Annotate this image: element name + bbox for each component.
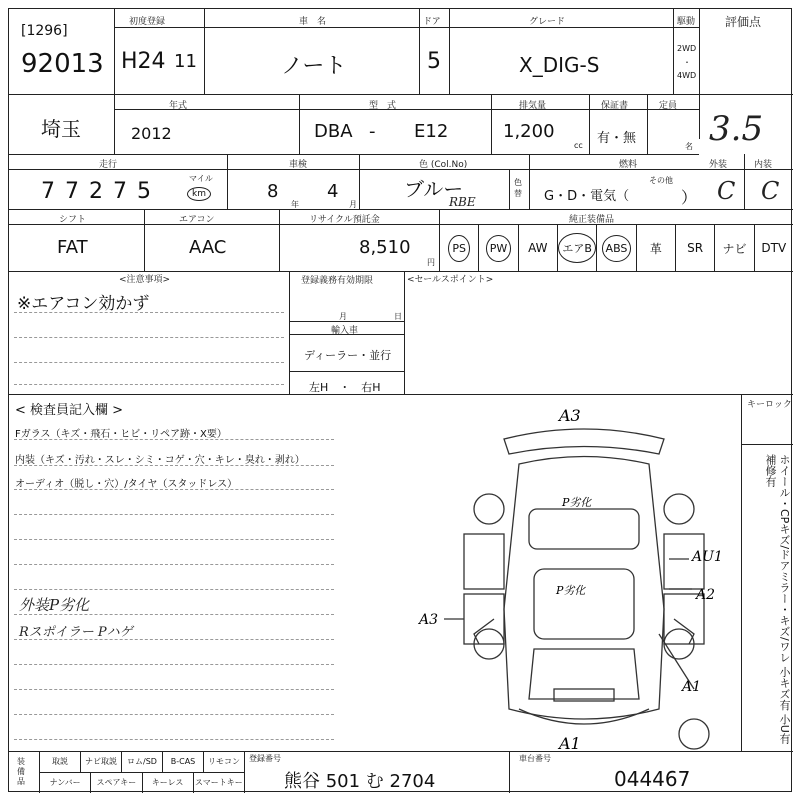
ac-label: エアコン: [179, 215, 215, 225]
equipment-label: 純正装備品: [569, 215, 615, 225]
equipment-item-label: 革: [649, 241, 662, 256]
equipment-row: [439, 225, 793, 271]
mileage-digit: 7: [113, 179, 137, 204]
inspection-label: 車検: [289, 160, 308, 170]
import-label: 輸入車: [331, 326, 359, 336]
mark-left: A3: [419, 612, 439, 628]
first-reg-label: 初度登録: [129, 17, 166, 27]
divider: [289, 371, 404, 372]
rule: [14, 514, 334, 515]
divider: [114, 9, 115, 94]
mark-front-right: A1: [682, 679, 702, 695]
footer-item: スペアキー: [90, 772, 141, 793]
right-rear-wheel: [664, 494, 694, 524]
rule: [14, 664, 334, 665]
equipment-item-label: PS: [448, 235, 470, 262]
score: 3.5: [709, 109, 764, 149]
chassis-label: 車台番号: [519, 754, 551, 763]
lot-bracket: [1296]: [21, 23, 68, 39]
footer-item: スマートキー: [193, 772, 244, 793]
fuel: G・D・電気（: [544, 189, 630, 204]
rule: [14, 739, 334, 740]
footer-items-row1: [39, 751, 244, 772]
hand-note-2: Rスポイラー Pハゲ: [19, 625, 133, 640]
divider: [244, 751, 245, 793]
region: 埼玉: [41, 117, 81, 141]
car-name-label: 車 名: [299, 17, 327, 27]
equipment-item: [557, 225, 596, 271]
displacement: 1,200: [503, 121, 555, 142]
mileage-unit-mile: マイル: [189, 174, 213, 183]
equipment-item: [675, 225, 714, 271]
shift-label: シフト: [59, 215, 87, 225]
equipment-item-label: エアB: [558, 233, 596, 263]
spare-wheel: [679, 719, 709, 749]
model-prefix: DBA: [314, 121, 353, 142]
equipment-item-label: SR: [687, 241, 704, 255]
roof-panel: [529, 509, 639, 549]
inspection-title: < 検査員記入欄 >: [15, 403, 124, 418]
mark-top: A3: [559, 406, 581, 425]
drive-4wd: 4WD: [677, 71, 697, 80]
fuel-other: その他: [649, 176, 673, 185]
rule: [14, 714, 334, 715]
side-note: ホイール・CPキズ/ドアミラー・キズ/ワレ 小キズ有 小U有 補修有: [764, 454, 791, 744]
plate-label: 登録番号: [249, 754, 281, 763]
model-dash: -: [369, 121, 376, 142]
equipment-item: [518, 225, 557, 271]
divider: [114, 27, 699, 28]
equipment-item-label: ナビ: [722, 241, 747, 256]
right-mirror: [674, 619, 694, 644]
divider: [9, 154, 699, 155]
rule: [14, 362, 284, 363]
model-year-label: 年式: [169, 101, 188, 111]
divider: [114, 94, 115, 154]
color: ブルー: [404, 177, 464, 201]
score-label: 評価点: [725, 15, 762, 29]
first-reg-era: H24: [121, 49, 166, 74]
hood-panel: [529, 649, 639, 699]
divider: [204, 9, 205, 94]
rule: [14, 539, 334, 540]
doors: 5: [427, 49, 441, 74]
inspection-month: 4: [327, 181, 339, 202]
auction-sheet: [8, 8, 792, 792]
inspection-line1: Fガラス（キズ・飛石・ヒビ・リペア跡・X要）: [15, 429, 227, 440]
divider: [9, 209, 793, 210]
equipment-item: [636, 225, 675, 271]
mileage-label: 走行: [99, 160, 118, 170]
equipment-item: [478, 225, 517, 271]
divider: [144, 209, 145, 271]
inspection-year-unit: 年: [291, 200, 299, 209]
equipment-item-label: AW: [528, 241, 548, 255]
equipment-item: [596, 225, 635, 271]
caution-label: <注意事項>: [119, 275, 171, 285]
door-label: ドア: [423, 17, 441, 27]
footer-item: B-CAS: [162, 751, 203, 772]
divider: [419, 9, 420, 94]
footer-item: ナンバー: [39, 772, 90, 793]
drive-label: 駆動: [677, 17, 696, 27]
mark-roof: P劣化: [562, 496, 592, 509]
rule: [14, 337, 284, 338]
rule: [14, 312, 284, 313]
footer-item: ナビ取説: [80, 751, 121, 772]
divider: [9, 394, 793, 395]
model-label: 型 式: [369, 101, 397, 111]
registration-label: 登録義務有効期限: [301, 276, 374, 286]
equipment-item: [439, 225, 478, 271]
divider: [299, 94, 300, 154]
divider: [744, 154, 745, 209]
divider: [509, 751, 510, 793]
registration-month: 月: [339, 312, 347, 321]
rule: [14, 489, 334, 490]
color-label: 色 (Col.No): [419, 160, 468, 170]
car-diagram: [419, 406, 734, 754]
exterior-label: 外装: [709, 160, 728, 170]
fuel-close: ）: [681, 188, 698, 207]
mileage-digit: 7: [65, 179, 89, 204]
divider: [359, 154, 360, 209]
mileage-digit: 7: [41, 179, 65, 204]
footer-item: ロム/SD: [121, 751, 162, 772]
recycle-label: リサイクル預託金: [309, 215, 380, 225]
rule: [14, 465, 334, 466]
rule: [14, 589, 334, 590]
import-dealer: ディーラー・並行: [304, 349, 392, 362]
first-reg-month: 11: [174, 51, 197, 72]
car-name: ノート: [281, 54, 347, 79]
footer-items-row2: [39, 772, 244, 793]
divider: [741, 394, 742, 751]
inspection-year: 8: [267, 181, 279, 202]
chassis: 044467: [614, 767, 691, 791]
equipment-item: [754, 225, 793, 271]
mark-body: P劣化: [556, 584, 586, 597]
divider: [529, 154, 530, 209]
cabin-panel: [534, 569, 634, 639]
inspection-line3: オーディオ（脱し・穴）/タイヤ（スタッドレス）: [15, 479, 238, 490]
recycle: 8,510: [359, 237, 411, 258]
mark-right-door: AU1: [692, 549, 723, 565]
exterior: C: [717, 177, 736, 205]
hand-note-1: 外装P劣化: [19, 596, 90, 614]
color-code: RBE: [449, 195, 476, 209]
mileage-digit: 2: [89, 179, 113, 204]
equipment-item: [714, 225, 753, 271]
mileage-value: [41, 179, 161, 204]
footer-item: リモコン: [203, 751, 244, 772]
divider: [741, 444, 793, 445]
keyless-label: キーロック: [747, 400, 792, 410]
left-mirror: [474, 619, 494, 644]
mark-bottom: A1: [559, 734, 581, 753]
inspection-month-unit: 月: [349, 200, 357, 209]
left-rear-wheel: [474, 494, 504, 524]
rule: [14, 439, 334, 440]
caution-text: ※エアコン効かず: [17, 294, 150, 314]
interior: C: [761, 177, 780, 205]
left-front-door: [464, 594, 504, 644]
equipment-item-label: ABS: [602, 235, 632, 262]
drive-2wd: 2WD: [677, 44, 697, 53]
color-change-label: 色替: [514, 178, 522, 198]
divider: [227, 154, 228, 209]
displacement-unit: cc: [574, 141, 583, 150]
grade-label: グレード: [529, 17, 566, 27]
inspection-line2: 内装（キズ・汚れ・スレ・シミ・コゲ・穴・キレ・臭れ・剥れ）: [15, 455, 305, 466]
model-code: E12: [414, 121, 449, 142]
divider: [647, 94, 648, 154]
divider: [404, 271, 405, 394]
divider: [9, 169, 793, 170]
model-year: 2012: [131, 124, 172, 143]
divider: [699, 9, 700, 139]
footer-item: 取説: [39, 751, 80, 772]
recycle-unit: 円: [427, 258, 435, 267]
fuel-label: 燃料: [619, 160, 638, 170]
rule: [14, 384, 284, 385]
equipment-item-label: PW: [486, 235, 512, 262]
displacement-label: 排気量: [519, 101, 547, 111]
plate: 熊谷 501 む 2704: [284, 771, 436, 792]
capacity-unit: 名: [685, 142, 693, 151]
mark-right-mid: A2: [696, 587, 716, 603]
drive-dot: ・: [683, 58, 691, 67]
footer-item: キーレス: [142, 772, 193, 793]
capacity-label: 定員: [659, 101, 678, 111]
divider: [589, 94, 590, 154]
divider: [491, 94, 492, 154]
import-side: 左H ・ 右H: [309, 381, 381, 394]
front-bumper: [519, 709, 649, 724]
divider: [509, 169, 510, 209]
interior-label: 内装: [754, 160, 773, 170]
footer-side-label: 装備品: [17, 757, 25, 786]
warranty: 有・無: [597, 131, 637, 146]
sales-label: <セールスポイント>: [407, 275, 494, 285]
registration-day: 日: [394, 312, 402, 321]
mileage-digit: 5: [137, 179, 161, 204]
rule: [14, 564, 334, 565]
rule: [14, 689, 334, 690]
shift: FAT: [57, 237, 88, 258]
mileage-unit-km: km: [187, 187, 211, 201]
left-rear-door: [464, 534, 504, 589]
divider: [289, 271, 290, 394]
warranty-label: 保証書: [601, 101, 629, 111]
grade: X_DIG-S: [519, 53, 600, 77]
rear-spoiler-outline: [504, 429, 664, 454]
divider: [9, 94, 793, 95]
divider: [279, 209, 280, 271]
equipment-item-label: DTV: [761, 241, 787, 255]
divider: [449, 9, 450, 94]
ac: AAC: [189, 237, 227, 258]
divider: [673, 9, 674, 94]
lot-number: 92013: [21, 49, 104, 79]
